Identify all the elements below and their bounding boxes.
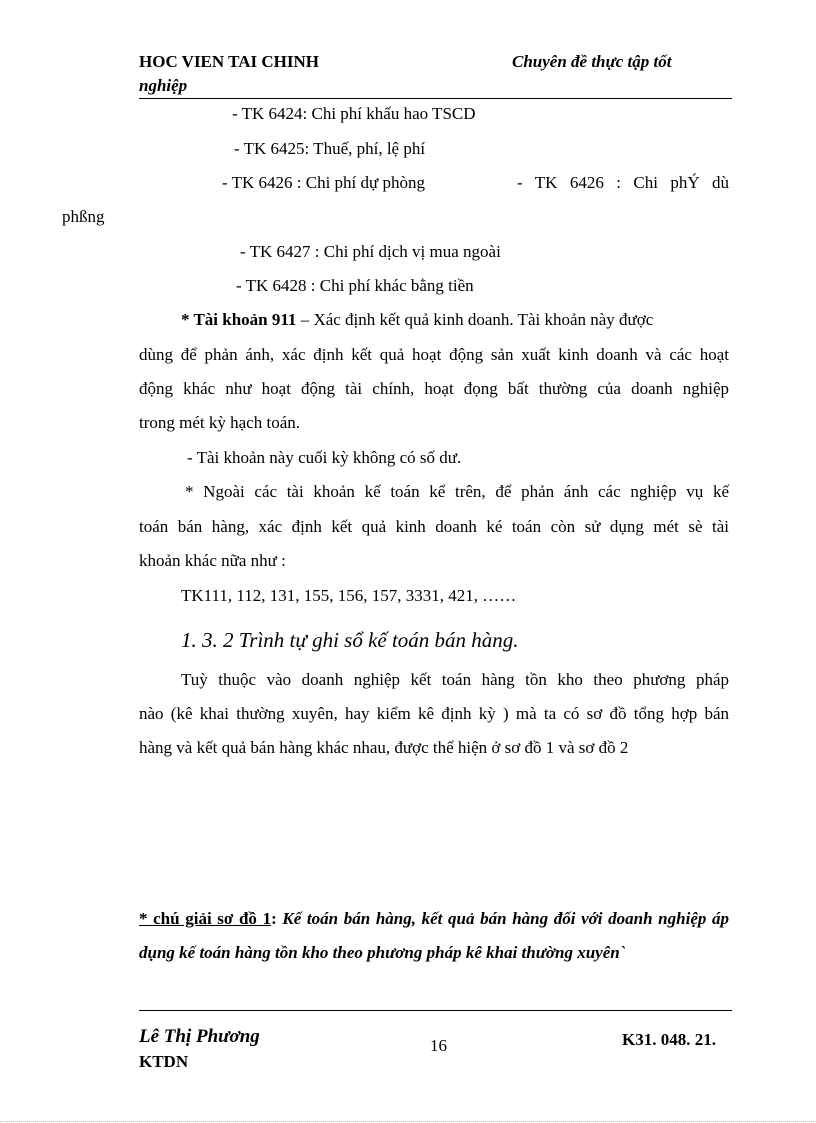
header-rule: [139, 98, 732, 99]
account-list: TK111, 112, 131, 155, 156, 157, 3331, 421, ……: [181, 586, 517, 605]
account-911-label: * Tài khoản 911: [181, 310, 297, 329]
diagram-note: * chú giải sơ đồ 1: Kế toán bán hàng, kết quả bán hàng đối với doanh nghiệp áp dụng kế toán hàng tồn kho theo phương pháp kê khai thường xuyên`: [139, 909, 730, 962]
footer-class-code: K31. 048. 21.: [622, 1030, 716, 1049]
other-accounts-line-3: khoản khác nữa như :: [139, 551, 286, 570]
account-6428: - TK 6428 : Chi phí khác bằng tiền: [236, 276, 474, 295]
other-accounts-line-1: * Ngoài các tài khoản kế toán kể trên, để phản ánh các nghiệp vụ kế: [185, 482, 729, 501]
account-6426: - TK 6426 : Chi phí dự phòng: [222, 173, 425, 192]
diagram-note-label: * chú giải sơ đồ 1: [139, 909, 272, 928]
para-911-line-3: động khác như hoạt động tài chính, hoạt đọng bất thường của doanh nghiệp: [139, 379, 729, 398]
account-6424: - TK 6424: Chi phí khấu hao TSCD: [232, 104, 476, 123]
procedure-line-2: nào (kê khai thường xuyên, hay kiểm kê định kỳ ) mà ta có sơ đồ tổng hợp bán: [139, 704, 729, 723]
footer-dept: KTDN: [139, 1052, 189, 1071]
footer-author: Lê Thị Phương: [139, 1026, 260, 1047]
para-911-line-2: dùng để phản ánh, xác định kết quả hoạt động sản xuất kinh doanh và các hoạt: [139, 345, 729, 364]
page-number: 16: [430, 1036, 447, 1055]
diagram-note-text: Kế toán bán hàng, kết quả bán hàng đối với doanh nghiệp áp dụng kế toán hàng tồn kho theo phương pháp kê khai thường xuyên`: [139, 909, 730, 962]
procedure-line-1: Tuỳ thuộc vào doanh nghiệp kết toán hàng tồn kho theo phương pháp: [181, 670, 729, 689]
header-school-wrap: nghiệp: [139, 76, 188, 95]
no-balance-note: - Tài khoản này cuối kỳ không có số dư.: [187, 448, 462, 467]
header-school: HOC VIEN TAI CHINH: [139, 52, 319, 71]
page-edge: [0, 1121, 816, 1122]
procedure-line-3: hàng và kết quả bán hàng khác nhau, được thể hiện ở sơ đồ 1 và sơ đồ 2: [139, 738, 629, 757]
header-report-title: Chuyên đề thực tập tốt: [512, 52, 672, 71]
account-6426-garbled: - TK 6426 : Chi phÝ dù: [517, 173, 729, 192]
other-accounts-line-2: toán bán hàng, xác định kết quả kinh doanh ké toán còn sử dụng mét sè tài: [139, 517, 729, 536]
para-911-line-4: trong mét kỳ hạch toán.: [139, 413, 300, 432]
account-6425: - TK 6425: Thuế, phí, lệ phí: [234, 139, 426, 158]
section-heading: 1. 3. 2 Trình tự ghi sổ kế toán bán hàng.: [181, 628, 519, 652]
account-6426-wrap: phßng: [62, 207, 105, 226]
footer-rule: [139, 1010, 732, 1011]
account-6427: - TK 6427 : Chi phí dịch vị mua ngoài: [240, 242, 501, 261]
para-911-line-1: * Tài khoản 911 – Xác định kết quả kinh doanh. Tài khoản này được: [181, 310, 654, 329]
